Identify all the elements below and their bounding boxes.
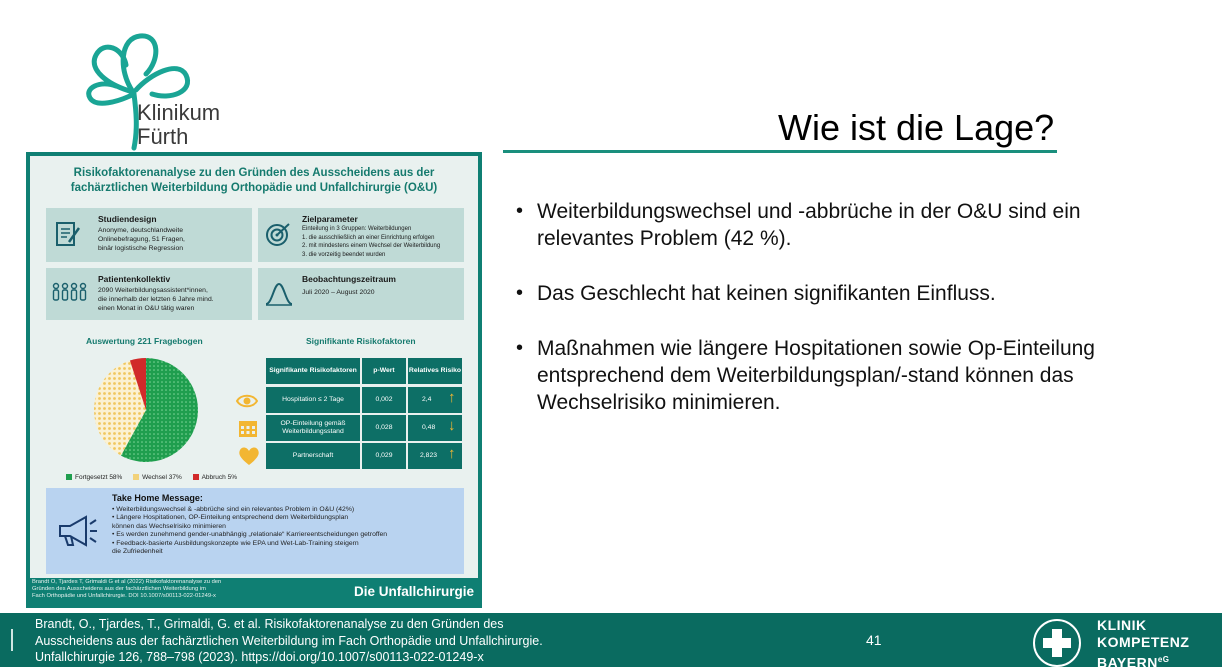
eye-icon [236,392,258,410]
box-line: 3. die vorzeitig beendet wurden [302,251,386,258]
take-home-heading: Take Home Message: [112,493,203,503]
box-line: binär logistische Regression [98,245,184,252]
infographic-panel [30,156,478,578]
legend-label: Fortgesetzt 58% [75,474,123,481]
org-line-bayern: BAYERN [1097,654,1158,667]
box-line: Einteilung in 3 Gruppen: Weiterbildungen [302,226,412,232]
box-line: 1. die ausschließlich an einer Einrichtung erfolgen [302,234,435,241]
pie-legend [66,474,246,481]
infographic-citation [32,579,221,601]
klinik-kompetenz-bayern-text [1097,617,1189,667]
studiendesign-box [46,208,252,262]
klinik-kompetenz-bayern-logo [1031,617,1083,667]
legend-swatch [133,474,139,480]
legend-item [133,474,182,481]
take-home-line: die Zufriedenheit [112,548,163,556]
infographic-title [30,166,478,196]
table-header: p-Wert [362,358,406,384]
table-cell-p: 0,029 [362,443,406,469]
table-cell-p: 0,002 [362,387,406,413]
infographic-title-line: Risikofaktorenanalyse zu den Gründen des Ausscheidens aus der [73,167,435,179]
legend-label: Wechsel 37% [142,474,182,481]
reference-line: Brandt, O., Tjardes, T., Grimaldi, G. et al. Risikofaktorenanalyse zu den Gründen des [35,617,504,631]
logo-line-fuerth: Fürth [137,124,189,149]
box-line: Anonyme, deutschlandweite [98,227,184,234]
footer-bar [0,613,1222,667]
org-line: KOMPETENZ [1097,634,1190,650]
infographic-title-line: fachärztlichen Weiterbildung Orthopädie und Unfallchirurgie (O&U) [70,182,438,194]
citation-line: Gründen des Ausscheidens aus der fachärztlichen Weiterbildung im [32,586,206,593]
auswertung-heading: Auswertung 221 Fragebogen [86,336,203,346]
table-cell-rr: 2,823 [408,443,462,469]
box-line: 2. mit mindestens einem Wechsel der Weiterbildung [302,243,441,249]
patientenkollektiv-heading: Patientenkollektiv [98,274,171,284]
title-underline [503,150,1057,153]
patientenkollektiv-box [46,268,252,320]
zielparameter-box [258,208,464,262]
beobachtungszeitraum-box [258,268,464,320]
patientenkollektiv-text [98,286,214,313]
table-header: Signifikante Risikofaktoren [266,358,360,384]
citation-line: Brandt O, Tjardes T, Grimaldi G et al (2022) Risikofaktorenanalyse zu den [32,579,222,585]
arrow-up-icon: ↑ [448,445,456,462]
zielparameter-text [302,225,440,259]
org-line [1097,651,1189,667]
document-pen-icon [54,220,82,248]
box-line: Onlinebefragung, 51 Fragen, [98,236,185,243]
zielparameter-heading: Zielparameter [302,214,358,224]
table-cell-rr: 0,48 [408,415,462,441]
beobachtungszeitraum-text [302,288,375,297]
legend-swatch [66,474,72,480]
megaphone-icon [56,514,100,548]
risikofaktoren-heading: Signifikante Risikofaktoren [306,336,416,346]
footer-divider [11,629,13,651]
table-cell-factor: Partnerschaft [266,443,360,469]
bullet-item: • Weiterbildungswechsel und -abbrüche in der O&U sind ein relevantes Problem (42 %). [514,198,1154,252]
reference-line: Unfallchirurgie 126, 788–798 (2023). https://doi.org/10.1007/s00113-022-01249-x [35,650,484,664]
table-cell-rr: 2,4 [408,387,462,413]
reference-line: Ausscheidens aus der fachärztlichen Weiterbildung im Fach Orthopädie und Unfallchirurgie. [35,633,543,648]
beobachtungszeitraum-heading: Beobachtungszeitraum [302,274,396,284]
footer-reference [35,616,543,666]
take-home-line: • Längere Hospitationen, OP-Einteilung entsprechend dem Weiterbildungsplan [112,514,349,522]
arrow-down-icon: ↓ [448,417,456,434]
study-infographic [26,152,482,608]
box-line: Juli 2020 – August 2020 [302,289,375,296]
legend-swatch [193,474,199,480]
table-cell-factor: OP-Einteilung gemäß Weiterbildungsstand [266,415,360,441]
page-number: 41 [866,632,882,648]
arrow-up-icon: ↑ [448,389,456,406]
studiendesign-heading: Studiendesign [98,214,157,224]
take-home-line: • Es werden zunehmend gender-unabhängig „relationale“ Karriereentscheidungen getroffen [112,531,388,539]
studiendesign-text [98,226,185,253]
bullet-item: • Maßnahmen wie längere Hospitationen sowie Op-Einteilung entsprechend dem Weiterbildungsplan/-stand können das Wechselrisiko minimieren. [514,335,1154,416]
take-home-text [112,506,387,556]
pie-chart [92,356,200,464]
logo-line-klinikum: Klinikum [137,100,221,125]
calendar-icon [238,418,258,438]
bullet-item: • Das Geschlecht hat keinen signifikanten Einfluss. [514,280,1154,307]
legend-label: Abbruch 5% [201,474,237,481]
box-line: 2090 Weiterbildungsassistent*innen, [98,287,208,294]
citation-line: Fach Orthopädie und Unfallchirurgie. DOI 10.1007/s00113-022-01249-x [32,593,216,600]
table-cell-factor: Hospitation ≤ 2 Tage [266,387,360,413]
target-icon [264,220,292,248]
table-cell-p: 0,028 [362,415,406,441]
take-home-box [46,488,464,574]
legend-item [193,474,237,481]
org-line: KLINIK [1097,617,1147,633]
bullet-list [514,198,1154,444]
box-line: einen Monat in O&U tätig waren [98,305,195,312]
take-home-line: • Feedback-basierte Ausbildungskonzepte wie EPA und Wet-Lab-Training steigern [112,539,359,547]
box-line: die innerhalb der letzten 6 Jahre mind. [98,296,214,303]
take-home-line: können das Wechselrisiko minimieren [112,522,226,530]
journal-brand: Die Unfallchirurgie [353,584,474,599]
take-home-line: • Weiterbildungswechsel & -abbrüche sind ein relevantes Problem in O&U (42%) [112,506,355,513]
clinic-logo-text [137,101,220,149]
people-group-icon [52,282,88,306]
legend-item [66,474,122,481]
heart-icon [238,446,260,466]
org-suffix: eG [1157,655,1170,664]
bell-curve-icon [264,280,294,308]
table-header: Relatives Risiko [408,358,462,384]
slide-title: Wie ist die Lage? [778,107,1055,148]
